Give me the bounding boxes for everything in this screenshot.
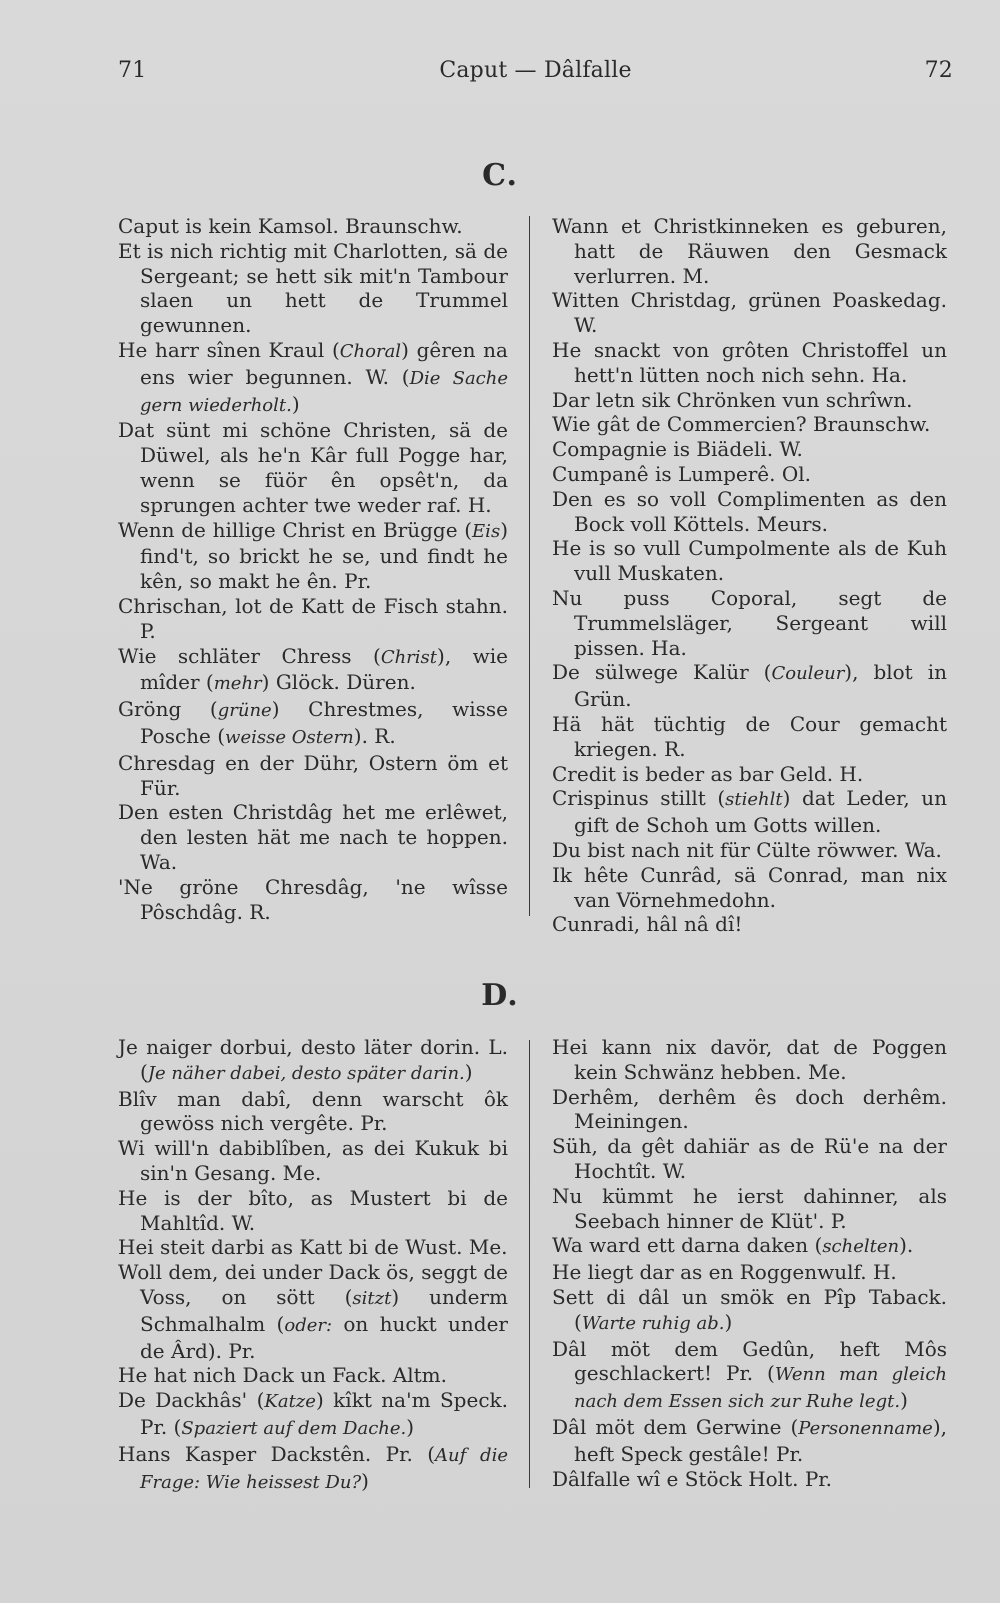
running-head xyxy=(118,58,953,88)
proverb-entry: He liegt dar as en Roggenwulf. H. xyxy=(552,1260,897,1285)
column-divider xyxy=(529,1040,530,1488)
proverb-entry: Dâl möt dem Gedûn, heft Môs geschlackert! Pr. (Wenn man gleich nach dem Essen sich zur Ruhe legt.) xyxy=(552,1336,947,1413)
proverb-entry: Wenn de hillige Christ en Brügge (Eis) find't, so brickt he se, und findt he kên, so makt he ên. Pr. xyxy=(118,517,508,594)
proverb-entry: Dâlfalle wî e Stöck Holt. Pr. xyxy=(552,1466,832,1491)
proverb-entry: Wie schläter Chress (Christ), wie mîder (mehr) Glöck. Düren. xyxy=(118,643,508,695)
proverb-entry: Hä hät tüchtig de Cour gemacht kriegen. R. xyxy=(552,711,947,761)
column-divider xyxy=(529,216,530,916)
proverb-entry: Nu puss Coporal, segt de Trummelsläger, Sergeant will pissen. Ha. xyxy=(552,585,947,660)
proverb-entry: De Dackhâs' (Katze) kîkt na'm Speck. Pr. (Spaziert auf dem Dache.) xyxy=(118,1388,509,1439)
proverb-entry: Sett di dâl un smök en Pîp Taback. (Warte ruhig ab.) xyxy=(552,1284,947,1334)
section-c-left-column xyxy=(118,214,508,924)
right-page-number: 72 xyxy=(924,58,953,83)
proverb-entry: Chresdag en der Dühr, Ostern öm et Für. xyxy=(118,750,508,800)
proverb-entry: Chrischan, lot de Katt de Fisch stahn. P. xyxy=(118,593,508,643)
proverb-entry: Wa ward ett darna daken (schelten). xyxy=(552,1233,914,1258)
proverb-entry: Cunradi, hâl nâ dî! xyxy=(552,912,743,937)
proverb-entry: 'Ne gröne Chresdâg, 'ne wîsse Pôschdâg. R. xyxy=(118,874,508,924)
proverb-entry: Den esten Christdâg het me erlêwet, den lesten hät me nach te hoppen. Wa. xyxy=(118,800,508,874)
proverb-entry: Wi will'n dabiblîben, as dei Kukuk bi sin'n Gesang. Me. xyxy=(118,1136,508,1185)
proverb-entry: Dat sünt mi schöne Christen, sä de Düwel, als he'n Kâr full Pogge har, wenn se füör ên opsêt'n, da sprungen achter twe weder raf. H. xyxy=(118,418,508,517)
proverb-entry: Cumpanê is Lumperê. Ol. xyxy=(552,461,811,486)
proverb-entry: Nu kümmt he ierst dahinner, als Seebach hinner de Klüt'. P. xyxy=(552,1183,947,1233)
proverb-entry: Blîv man dabî, denn warscht ôk gewöss nich vergête. Pr. xyxy=(118,1086,508,1136)
section-d-right-column xyxy=(552,1035,947,1491)
proverb-entry: Hans Kasper Dackstên. Pr. (Auf die Frage: Wie heissest Du?) xyxy=(118,1441,508,1493)
proverb-entry: De sülwege Kalür (Couleur), blot in Grün. xyxy=(552,660,947,712)
proverb-entry: Süh, da gêt dahiär as de Rü'e na der Hochtît. W. xyxy=(552,1134,947,1183)
proverb-entry: Hei kann nix davör, dat de Poggen kein Schwänz hebben. Me. xyxy=(552,1035,947,1084)
running-title: Caput — Dâlfalle xyxy=(439,58,632,83)
proverb-entry: He is der bîto, as Mustert bi de Mahltîd. W. xyxy=(118,1185,508,1235)
section-heading-c: C. xyxy=(482,158,518,193)
proverb-entry: Du bist nach nit für Cülte röwwer. Wa. xyxy=(552,837,942,862)
section-d-left-column xyxy=(118,1035,508,1495)
proverb-entry: Derhêm, derhêm ês doch derhêm. Meiningen. xyxy=(552,1084,947,1134)
proverb-entry: Crispinus stillt (stiehlt) dat Leder, un gift de Schoh um Gotts willen. xyxy=(552,786,947,838)
proverb-entry: Dar letn sik Chrönken vun schrîwn. xyxy=(552,387,913,412)
proverb-entry: Et is nich richtig mit Charlotten, sä de Sergeant; se hett sik mit'n Tambour slaen un hett de Trummel gewunnen. xyxy=(118,238,508,338)
proverb-entry: Wie gât de Commercien? Braunschw. xyxy=(552,412,931,437)
proverb-entry: Gröng (grüne) Chrestmes, wisse Posche (weisse Ostern). R. xyxy=(118,697,509,748)
section-heading-d: D. xyxy=(481,978,519,1013)
proverb-entry: Woll dem, dei under Dack ös, seggt de Voss, on sött (sitzt) underm Schmalhalm (oder: on huckt under de Ârd). Pr. xyxy=(118,1260,508,1363)
proverb-entry: Wann et Christkinneken es geburen, hatt de Räuwen den Gesmack verlurren. M. xyxy=(552,214,947,288)
proverb-entry: He hat nich Dack un Fack. Altm. xyxy=(118,1363,447,1388)
left-page-number: 71 xyxy=(118,58,147,83)
section-c-right-column xyxy=(552,214,947,937)
proverb-entry: Caput is kein Kamsol. Braunschw. xyxy=(118,214,463,238)
proverb-entry: Hei steit darbi as Katt bi de Wust. Me. xyxy=(118,1235,508,1260)
proverb-entry: Credit is beder as bar Geld. H. xyxy=(552,761,864,786)
proverb-entry: Dâl möt dem Gerwine (Personenname), heft Speck gestâle! Pr. xyxy=(552,1414,947,1466)
proverb-entry: Witten Christdag, grünen Poaskedag. W. xyxy=(552,288,947,338)
proverb-entry: Je naiger dorbui, desto läter dorin. L. (Je näher dabei, desto später darin.) xyxy=(118,1035,508,1084)
proverb-entry: He is so vull Cumpolmente als de Kuh vull Muskaten. xyxy=(552,536,947,586)
proverb-entry: He harr sînen Kraul (Choral) gêren na ens wier begunnen. W. (Die Sache gern wiederholt.) xyxy=(118,337,508,416)
proverb-entry: Den es so voll Complimenten as den Bock voll Köttels. Meurs. xyxy=(552,486,947,536)
proverb-entry: He snackt von grôten Christoffel un hett'n lütten noch nich sehn. Ha. xyxy=(552,337,947,387)
proverb-entry: Ik hête Cunrâd, sä Conrad, man nix van Vörnehmedohn. xyxy=(552,862,947,912)
proverb-entry: Compagnie is Biädeli. W. xyxy=(552,437,803,462)
